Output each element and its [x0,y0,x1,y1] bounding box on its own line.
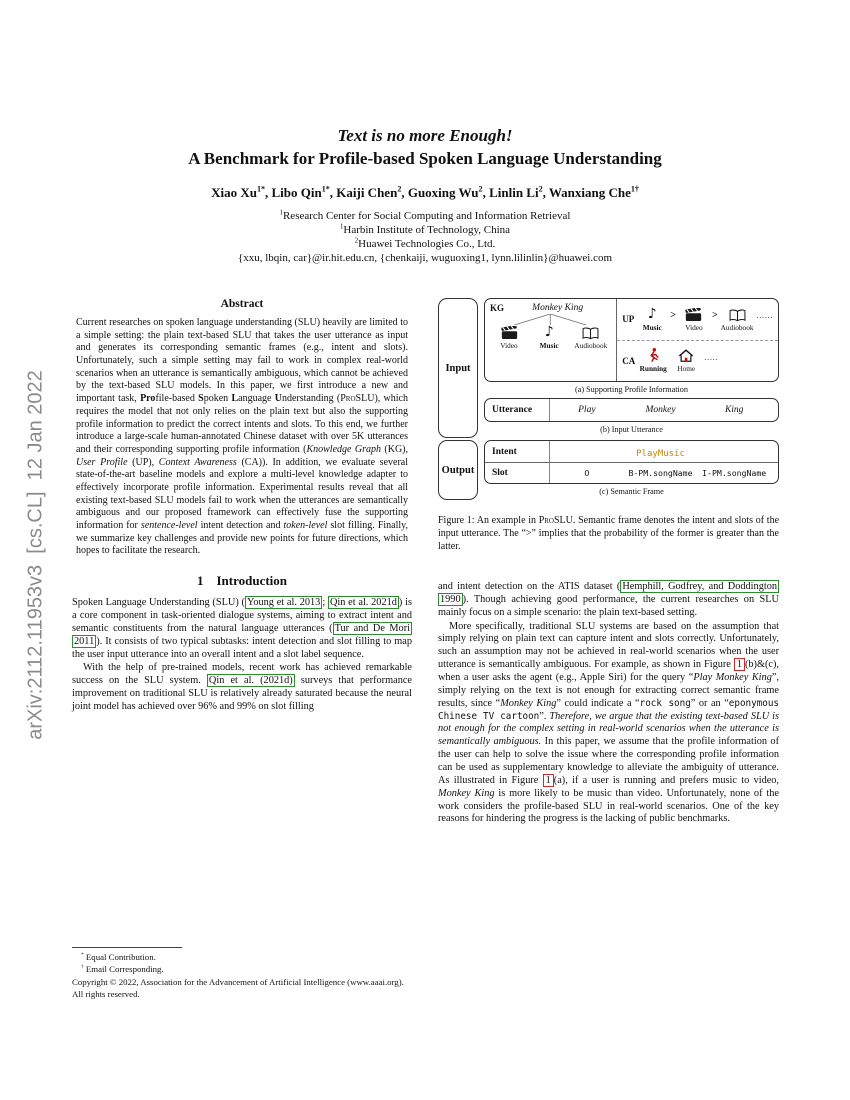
text-segment: {xxu, lbqin, car}@ir.hit.edu.cn, {chenkaiji, wuguoxing1, lynn.lilinlin}@huawei.com [237,252,613,264]
left-column [72,298,412,1000]
up-item-label: Music [642,322,662,332]
text-segment: , [542,185,549,200]
text-segment: L [231,393,239,405]
kg-item-label: Music [539,341,559,350]
figure-1-caption [438,514,779,553]
text-segment: (CA)). In addition, we evaluate several state-of-the-art baseline models and explore a multi-level knowledge adapter to effectively incorporate profile information. Experimental results reveal that all existing text-based SLU models fail to work when the utterances are semantically ambiguous and our proposed framework can effectively fuse the supporting information for [76,456,408,531]
text-segment: eponymous Chinese TV cartoon [438,697,779,722]
text-segment: rock song [639,697,691,709]
text-segment: 2 [354,237,359,245]
text-segment: poken [203,393,232,405]
slot-value: B-PM.songName [628,468,693,478]
text-segment: 1 [339,223,344,231]
kg-item-label: Video [500,341,518,350]
paper-title-line1: Text is no more Enough! [337,126,513,145]
text-segment: With the help of pre-trained models, recent work has achieved remarkable success on the SLU system. [72,662,412,687]
text-segment: User Profile [76,456,128,468]
text-segment: , [401,185,408,200]
text-segment: anguage [238,393,275,405]
ca-item-running [638,348,668,373]
intent-row [485,441,778,462]
text-segment: intent detection and [197,520,284,531]
text-segment: 1 [279,209,283,217]
figure-ref-link[interactable]: 1 [543,774,554,787]
ca-label: CA [622,355,636,366]
citation-link[interactable]: Tur and De Mori 2011 [74,622,410,647]
ellipsis-dots: ...... [756,310,773,321]
text-segment: (KG), [380,443,409,455]
up-label: UP [622,314,635,325]
citation-link[interactable]: Hemphill, Godfrey, and Doddington 1990 [440,581,777,605]
text-segment: ” could indicate a “ [556,697,640,709]
up-item-audiobook [721,307,754,332]
paper-header [72,126,778,264]
text-segment: Figure 1: An example in [438,515,539,526]
utterance-word: Play [578,405,596,415]
figure-ref-link[interactable]: 1 [734,658,745,671]
text-segment: is more likely to be music than video. Unfortunately, none of the work considers the profile-based SLU in real-world scenarios. One of the key reasons for hindering the progress is the lacking of public benchmarks. [438,787,779,825]
section-title: Introduction [216,573,288,589]
text-segment: Xiao Xu [211,185,257,200]
video-icon [685,307,702,322]
text-segment: Equal Contribution. [83,952,156,963]
text-segment: (b)&(c), when a user asks the agent (e.g., Apple Siri) for the query “ [438,659,779,684]
right-paragraph-2 [438,621,779,827]
text-segment: 2 [538,184,543,194]
author-line [72,185,778,201]
text-segment: S [198,393,204,405]
affiliation-2 [72,224,778,236]
footnote-equal-contribution [72,952,412,963]
ca-item-home [671,348,701,373]
text-segment: (UP), [127,456,159,468]
text-segment: 2 [397,184,402,194]
text-segment: Monkey King [500,697,557,709]
up-ca-section [617,299,778,381]
text-segment: Kaiji Chen [336,185,398,200]
text-segment: 1† [630,184,639,194]
supporting-profile-panel [484,298,779,382]
figure-input-row [438,298,779,438]
text-segment: token-level [283,520,328,531]
text-segment: Huawei Technologies Co., Ltd. [358,238,496,250]
text-segment: * [81,952,84,959]
text-segment: file-based [155,393,199,405]
greater-than-symbol: > [711,309,718,321]
kg-entity: Monkey King [532,303,584,313]
figure-1 [438,298,779,500]
utterance-word: King [724,405,744,415]
text-segment: 1* [321,184,330,194]
up-item-music [637,307,667,332]
knowledge-graph-section [485,299,617,381]
slot-values [550,468,771,478]
kg-item-music [534,325,564,350]
section-heading-introduction [72,573,412,589]
slot-label: Slot [492,463,550,483]
user-profile-row [617,299,778,341]
text-segment: U [274,393,282,405]
text-segment: Play Monkey King [693,672,772,684]
text-segment: ). It consists of two typical subtasks: intent detection and slot filling to map the user input utterance into an overall intent and a slot label sequence. [72,635,412,660]
text-segment: Email Corresponding. [83,963,164,974]
greater-than-symbol: > [670,309,676,321]
text-segment: ”. [539,710,550,722]
abstract-text [72,317,412,558]
figure-output-row [438,440,779,500]
text-segment: 1* [256,184,265,194]
utterance-label: Utterance [492,399,550,421]
intro-paragraph-1 [72,597,412,661]
right-paragraph-1 [438,581,779,620]
text-segment: Context Awareness [158,456,237,468]
text-segment: Linlin Li [489,185,539,200]
footnote-rule [72,947,182,948]
kg-item-label: Audiobook [574,341,608,350]
text-segment: Guoxing Wu [407,185,479,200]
audiobook-icon [729,307,746,322]
subcaption-a: (a) Supporting Profile Information [574,385,688,394]
context-awareness-row [617,341,778,382]
text-segment: , [265,185,272,200]
text-segment: ProSLU [340,393,375,405]
text-segment: , [482,185,490,200]
footnote-email-corresponding [72,964,412,975]
audiobook-icon [582,325,599,340]
text-segment: . Semantic frame denotes the intent and slots of the input utterance. The “>” implies that the probability of the former is greater than the latter. [438,515,780,552]
kg-label: KG [490,303,505,313]
utterance-panel [484,398,779,422]
text-segment: (a), if a user is running and prefers music to video, [553,774,780,786]
text-segment: slot filling. Finally, we summarize key challenges and provide new points for future directions, which hopes to facilitate the research. [76,520,409,557]
text-segment: ProSLU [538,515,573,526]
text-segment: Harbin Institute of Technology, China [343,224,511,236]
subcaption-c: (c) Semantic Frame [599,487,664,496]
intent-label: Intent [492,441,550,462]
music-note-icon: ♪ [544,324,554,340]
music-note-icon: ♪ [647,305,657,322]
figure-input-label: Input [438,298,478,438]
citation-link[interactable]: Qin et al. (2021d) [208,675,293,687]
citation-link[interactable]: Young et al. 2013 [246,597,321,609]
text-segment: ” or an “ [690,697,729,709]
text-segment: ) is a core component in task-oriented dialogue systems, aiming to extract intent and semantic constituents from the natural language utterances ( [72,597,412,634]
arxiv-stamp: arXiv:2112.11953v3 [cs.CL] 12 Jan 2022 [24,370,47,740]
footnote-block [72,947,412,1000]
section-number: 1 [196,573,204,589]
text-segment: More specifically, traditional SLU systems are based on the assumption that simply relying on plain text can capture intent and slots correctly. Unfortunately, such an assumption may not be achieved in real-world scenarios when the user utterance is semantically ambiguous. For example, as shown in Figure [438,620,779,671]
abstract-heading: Abstract [220,298,264,310]
text-segment: 2 [478,184,483,194]
text-segment: ; [322,597,328,609]
subcaption-b: (b) Input Utterance [600,425,663,434]
intro-paragraph-2 [72,662,412,713]
home-icon [678,348,694,363]
kg-item-video [494,325,524,350]
semantic-frame-panel [484,440,779,484]
text-segment: surveys that performance improvement on traditional SLU is relatively already saturated because the neural joint model has achieved over 96% and 99% on slot filling [72,675,412,712]
running-person-icon [646,348,660,363]
up-item-video [679,307,709,332]
text-segment: Research Center for Social Computing and Information Retrieval [282,210,571,222]
utterance-word: Monkey [645,405,676,415]
up-item-label: Video [685,322,703,332]
kg-item-audiobook [574,325,607,350]
text-segment: ). Though achieving good performance, the current researches on SLU mainly focus on a simple scenario: the plain text-based setting. [438,593,779,618]
text-segment: nderstanding ( [281,393,341,405]
text-segment: and intent detection on the ATIS dataset ( [438,581,621,592]
video-icon [501,325,518,340]
text-segment: Pro [140,393,156,405]
ca-item-label: Running [639,364,667,374]
ellipsis-dots: ..... [704,351,718,362]
paper-title-line2: A Benchmark for Profile-based Spoken Language Understanding [188,149,662,168]
affiliation-1 [72,210,778,222]
ca-item-label: Home [677,364,696,374]
text-segment: In this paper, we assume that the profile information of the user can help to solve the issue where the corresponding profile information can be used as supplementary knowledge to alleviate the ambiguity of utterance. As illustrated in Figure [438,736,780,786]
slot-value: O [584,468,590,478]
text-segment: Libo Qin [271,185,322,200]
text-segment: Wanxiang Che [548,185,631,200]
right-column [438,298,779,826]
text-segment: , [329,185,337,200]
figure-output-label: Output [438,440,478,500]
utterance-words [550,405,771,415]
text-segment: Therefore, we argue that the existing text-based SLU is not enough for the complex setting in real-world scenarios when the utterance is semantically ambiguous. [438,710,779,748]
text-segment: Monkey King [438,787,495,799]
up-item-label: Audiobook [720,322,754,332]
text-segment: Current researches on spoken language understanding (SLU) heavily are limited to a simple setting: the plain text-based SLU that takes the user utterance as input and generates its corresponding semantic frames (e.g., intent and slots). Unfortunately, such a simple setting may fail to work in complex real-world scenarios when an utterance is semantically ambiguous, which cannot be achieved by the text-based SLU models. In this paper, we first introduce a new and important task, [76,317,408,405]
text-segment: ”, simply relying on the text is not enough for extracting correct semantic frame results, since “ [438,672,779,709]
text-segment: † [81,963,84,970]
slot-value: I-PM.songName [702,468,767,478]
text-segment: Spoken Language Understanding (SLU) ( [72,597,245,609]
text-segment: ), which requires the model that not only relies on the plain text but also the supporting profile information to predict the correct intents and slots. To this end, we further introduce a large-scale human-annotated Chinese dataset with over 5K utterances and their corresponding supporting profile information ( [76,393,408,455]
text-segment: sentence-level [140,520,198,531]
intent-value: PlayMusic [636,448,685,459]
text-segment: Knowledge Graph [306,443,381,455]
citation-link[interactable]: Qin et al. 2021d [329,597,397,609]
affiliation-3 [72,238,778,250]
copyright-notice: Copyright © 2022, Association for the Advancement of Artificial Intelligence (www.aaai.org). All rights reserved. [72,977,404,999]
email-line [72,252,778,264]
slot-row [485,462,778,483]
